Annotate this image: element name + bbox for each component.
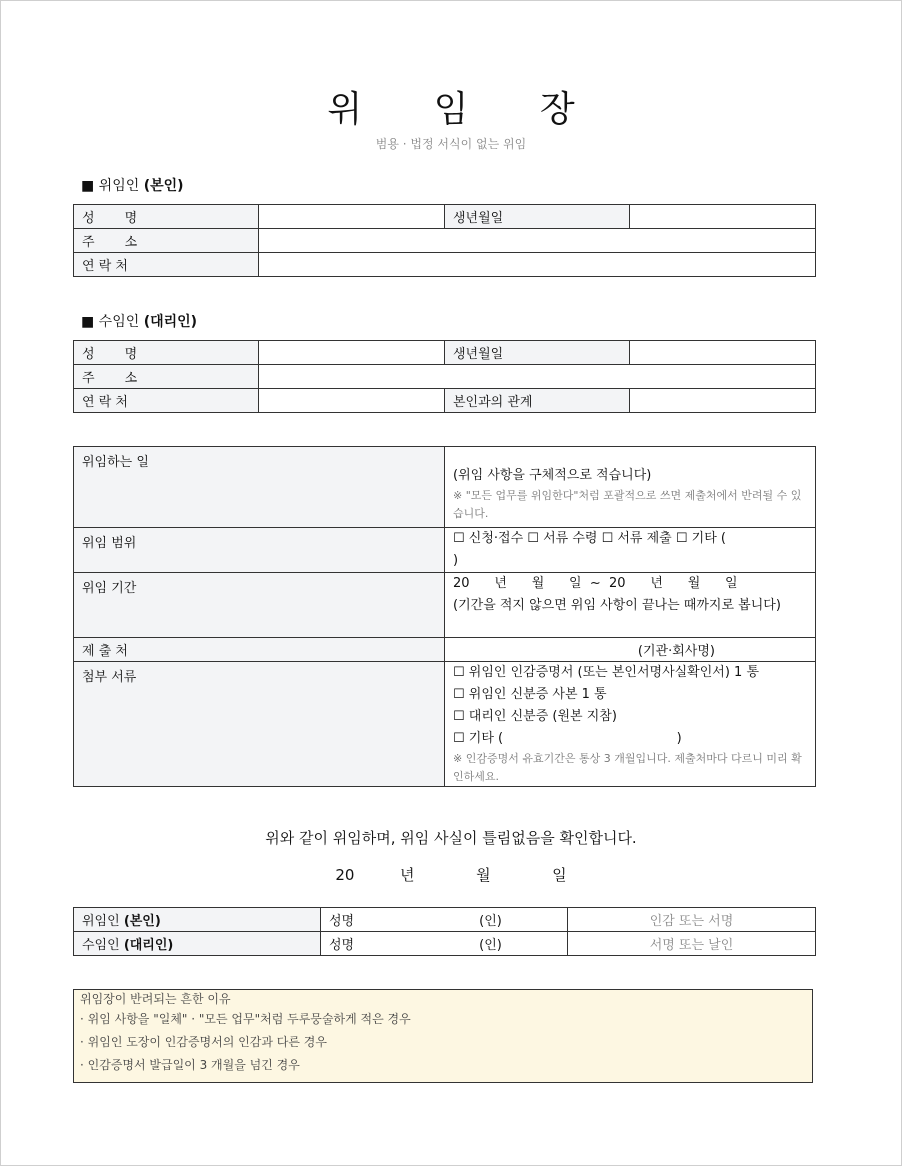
table-row — [74, 638, 816, 662]
table-row — [74, 205, 816, 229]
grantor-name-field[interactable] — [259, 205, 445, 229]
agent-address-label: 주 소 — [74, 365, 259, 389]
table-row — [74, 662, 816, 787]
task-note: ※ "모든 업무를 위임한다"처럼 포괄적으로 쓰면 제출처에서 반려될 수 있습니다. — [453, 489, 802, 520]
agent-address-field[interactable] — [259, 365, 816, 389]
table-row — [74, 528, 816, 573]
scope-options[interactable]: ☐ 신청·접수 ☐ 서류 수령 ☐ 서류 제출 ☐ 기타 ( — [453, 531, 726, 546]
attach-item-grantor-id[interactable]: ☐ 위임인 신분증 사본 1 통 — [453, 687, 607, 702]
grantor-birth-field[interactable] — [630, 205, 816, 229]
document-subtitle: 범용 · 법정 서식이 없는 위임 — [375, 137, 527, 151]
grantor-heading — [81, 175, 184, 195]
table-row — [74, 932, 816, 956]
task-field[interactable] — [445, 447, 816, 528]
signature-name-agent[interactable]: 성명 (인) — [321, 932, 568, 956]
attach-item-seal-cert[interactable]: ☐ 위임인 인감증명서 (또는 본인서명사실확인서) 1 통 — [453, 665, 760, 680]
attach-label: 첨부 서류 — [74, 662, 445, 787]
scope-label: 위임 범위 — [74, 528, 445, 573]
agent-table — [73, 340, 816, 413]
scope-field[interactable] — [445, 528, 816, 573]
attach-item-other[interactable]: ☐ 기타 ( ) — [453, 731, 682, 746]
signature-hint-grantor[interactable]: 인감 또는 서명 — [568, 908, 816, 932]
grantor-name-label: 성 명 — [74, 205, 259, 229]
grantor-heading-text: ■ 위임인 — [81, 178, 144, 194]
table-row — [74, 389, 816, 413]
tips-title: 위임장이 반려되는 흔한 이유 — [80, 992, 231, 1006]
seal-mark: (인) — [479, 914, 502, 929]
agent-name-field[interactable] — [259, 341, 445, 365]
grantor-table — [73, 204, 816, 277]
date-day-unit: 일 — [552, 866, 567, 884]
period-note: (기간을 적지 않으면 위임 사항이 끝나는 때까지로 봅니다) — [453, 598, 781, 613]
agent-contact-field[interactable] — [259, 389, 445, 413]
table-row — [74, 253, 816, 277]
agent-relation-field[interactable] — [630, 389, 816, 413]
confirm-statement: 위와 같이 위임하며, 위임 사실이 틀림없음을 확인합니다. — [265, 829, 637, 847]
signature-hint-agent[interactable]: 서명 또는 날인 — [568, 932, 816, 956]
task-hint: (위임 사항을 구체적으로 적습니다) — [453, 468, 652, 483]
date-year-unit: 년 — [400, 866, 415, 884]
grantor-heading-bold: (본인) — [143, 178, 184, 194]
grantor-contact-field[interactable] — [259, 253, 816, 277]
table-row — [74, 447, 816, 528]
date-year: 20 — [335, 866, 355, 884]
table-row — [74, 229, 816, 253]
signature-table — [73, 907, 816, 956]
grantor-birth-label: 생년월일 — [445, 205, 630, 229]
attach-item-agent-id[interactable]: ☐ 대리인 신분증 (원본 지참) — [453, 709, 617, 724]
agent-name-label: 성 명 — [74, 341, 259, 365]
period-label: 위임 기간 — [74, 573, 445, 638]
scope-close: ) — [453, 553, 459, 568]
period-field[interactable] — [445, 573, 816, 638]
agent-heading — [81, 311, 197, 331]
date-month-unit: 월 — [476, 866, 491, 884]
delegation-details-table — [73, 446, 816, 787]
tips-item: · 인감증명서 발급일이 3 개월을 넘긴 경우 — [80, 1058, 300, 1072]
agent-contact-label: 연 락 처 — [74, 389, 259, 413]
submit-label: 제 출 처 — [74, 638, 445, 662]
agent-birth-label: 생년월일 — [445, 341, 630, 365]
agent-heading-text: ■ 수임인 — [81, 314, 144, 330]
signing-date — [1, 864, 901, 885]
tips-item: · 위임인 도장이 인감증명서의 인감과 다른 경우 — [80, 1035, 327, 1049]
grantor-address-field[interactable] — [259, 229, 816, 253]
grantor-address-label: 주 소 — [74, 229, 259, 253]
task-label: 위임하는 일 — [74, 447, 445, 528]
signature-role-grantor: 위임인 (본인) — [74, 908, 321, 932]
attach-field[interactable] — [445, 662, 816, 787]
signature-name-grantor[interactable]: 성명 (인) — [321, 908, 568, 932]
period-line: 20 년 월 일 ~ 20 년 월 일 — [453, 576, 738, 591]
agent-heading-bold: (대리인) — [143, 314, 198, 330]
table-row — [74, 341, 816, 365]
signature-role-agent: 수임인 (대리인) — [74, 932, 321, 956]
seal-mark: (인) — [479, 938, 502, 953]
table-row — [74, 365, 816, 389]
submit-field[interactable]: (기관·회사명) — [445, 638, 816, 662]
table-row — [74, 908, 816, 932]
agent-birth-field[interactable] — [630, 341, 816, 365]
document-title: 위 임 장 — [327, 89, 605, 130]
table-row — [74, 573, 816, 638]
tips-item: · 위임 사항을 "일체" · "모든 업무"처럼 두루뭉술하게 적은 경우 — [80, 1012, 411, 1026]
rejection-tips-box — [73, 989, 813, 1083]
grantor-contact-label: 연 락 처 — [74, 253, 259, 277]
agent-relation-label: 본인과의 관계 — [445, 389, 630, 413]
attach-note: ※ 인감증명서 유효기간은 통상 3 개월입니다. 제출처마다 다르니 미리 확인하세요. — [453, 752, 802, 783]
